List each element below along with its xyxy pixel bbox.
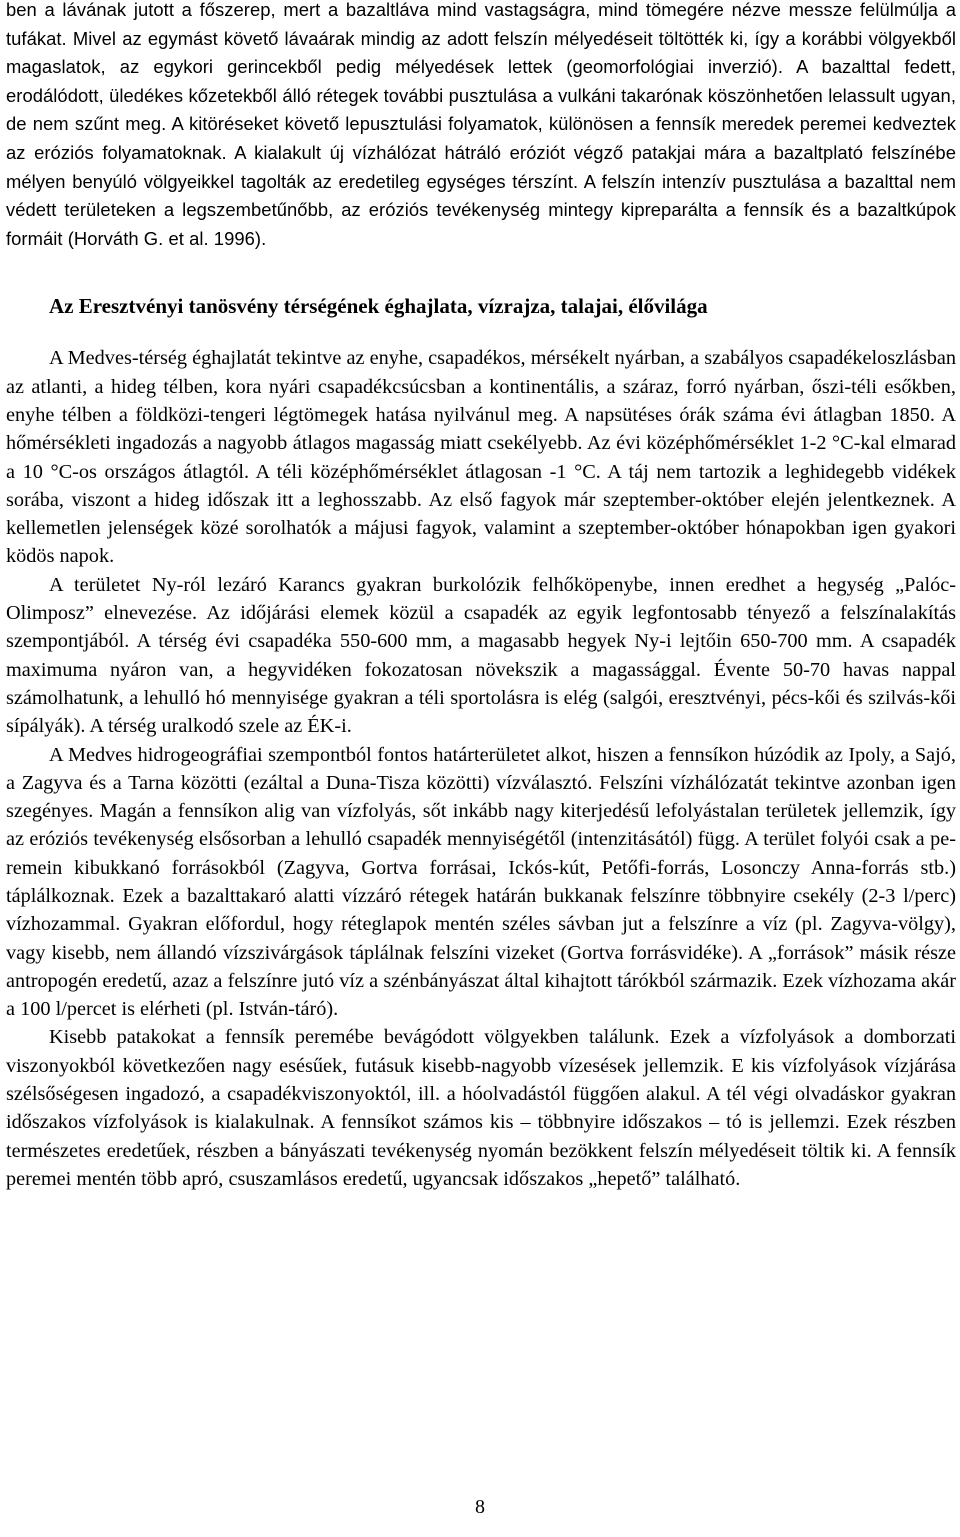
page-number: 8 xyxy=(475,1496,485,1518)
paragraph-precipitation: A területet Ny-ról lezáró Karancs gyakran burkolózik felhőköpenybe, innen eredhet a hegység „Palóc-Olimposz” elnevezése. Az időjárási elemek közül a csapadék az egyik legfontosabb tényező a felszínalakítás szempontjából. A térség évi csapadéka 550-600 mm, a magasabb hegyek Ny-i lejtőin 650-700 mm. A csapadék maximuma nyáron van, a hegyvidéken fokozatosan növekszik a magassággal. Évente 50-70 havas nappal számolhatunk, a lehulló hó mennyisége gyakran a téli sportolásra is elég (salgói, eresztvényi, pécs-kői és szilvás-kői sípályák). A térség uralkodó szele az ÉK-i. xyxy=(6,573,956,738)
paragraph-hydrogeography: A Medves hidrogeográfiai szempontból fontos határterületet alkot, hiszen a fennsíkon húzódik az Ipoly, a Sajó, a Zagyva és a Tarna közötti (ezáltal a Duna-Tisza közötti) vízválasztó. Felszíni vízhálózatát tekintve azonban igen szegényes. Magán a fennsíkon alig van vízfolyás, sőt inkább nagy kiterjedésű lefolyástalan területek jellemzik, így az eróziós tevékenység elsősorban a lehulló csapadék mennyiségétől (intenzitásától) függ. A terület folyói csak a peremein kibukkanó forrásokból (Zagyva, Gortva forrásai, Ickós-kút, Petőfi-forrás, Losonczy Anna-forrás stb.) táplálkoznak. Ezek a bazalttakaró alatti vízzáró rétegek határán bukkanak felszínre többnyire csekély (2-3 l/perc) vízhozammal. Gyakran előfordul, hogy réteglapok mentén széles sávban jut a felszínre a víz (pl. Zagyva-völgy), vagy kisebb, nem állandó vízszivárgások táplálnak felszíni vizeket (Gortva forrásvidéke). A „források” másik része antropogén eredetű, azaz a felszínre jutó víz a szénbányászat által kihajtott tárókból származik. Ezek vízhozama akár a 100 l/percet is elérheti (pl. István-táró). xyxy=(6,743,956,1021)
intro-paragraph: ben a lávának jutott a főszerep, mert a bazaltláva mind vastagságra, mind tömegére nézve messze felülmúlja a tufákat. Mivel az egymást követő lávaárak mindig az adott felszín mélyedéseit töltötték ki, így a korábbi völgyekből magaslatok, az egykori gerincekből pedig mélyedések lettek (geomorfológiai inverzió). A bazalttal fedett, erodálódott, üledékes kőzetekből álló rétegek további pusztulása a vulkáni takarónak köszönhetően lelassult ugyan, de nem szűnt meg. A kitöréseket követő lepusztulási folyamatok, különösen a fennsík meredek peremei kedveztek az eróziós folyamatoknak. A kialakult új vízhálózat hátráló eróziót végző patakjai mára a bazaltplató felszínébe mélyen benyúló völgyeikkel tagolták az eredetileg egységes térszínt. A felszín intenzív pusztulása a bazalttal nem védett területeken a legszembetűnőbb, az eróziós tevékenység mintegy kipreparálta a fennsík és a bazaltkúpok formáit (Horváth G. et al. 1996). xyxy=(6,0,956,249)
section-heading: Az Eresztvényi tanösvény térségének éghajlata, vízrajza, talajai, élővilága xyxy=(49,294,708,319)
document-page xyxy=(6,0,956,1193)
section-body xyxy=(6,344,956,1193)
paragraph-climate: A Medves-térség éghajlatát tekintve az enyhe, csapadékos, mérsékelt nyárban, a szabályos csapadékeloszlásban az atlanti, a hideg télben, kora nyári csapadékcsúcsban a kontinentális, a száraz, forró nyárban, őszi-téli esőkben, enyhe télben a földközi-tengeri légtömegek hatása nyilvánul meg. A napsütéses órák száma évi átlagban 1850. A hőmérsékleti ingadozás a nagyobb átlagos magasság miatt csekélyebb. Az évi középhőmérséklet 1-2 °C-kal elmarad a 10 °C-os országos átlagtól. A téli középhőmérséklet átlagosan -1 °C. A táj nem tartozik a leghidegebb vidékek sorába, viszont a hideg időszak itt a leghosszabb. Az első fagyok már szeptember-október elején jelentkeznek. A kellemetlen jelenségek közé sorolhatók a májusi fagyok, valamint a szeptember-október hónapokban igen gyakori ködös napok. xyxy=(6,347,956,568)
paragraph-streams-lakes: Kisebb patakokat a fennsík peremébe bevágódott völgyekben találunk. Ezek a vízfolyások a domborzati viszonyokból következően nagy esésűek, futásuk kisebb-nagyobb vízesések jellemzik. E kis vízfolyások vízjárása szélsőségesen ingadozó, a csapadékviszonyoktól, ill. a hóolvadástól függően alakul. A tél végi olvadáskor gyakran időszakos vízfolyások is kialakulnak. A fennsíkot számos kis – többnyire időszakos – tó is jellemzi. Ezek részben természetes eredetűek, részben a bányászati tevékenység nyomán bezökkent felszín mélyedéseit töltik ki. A fennsík peremei mentén több apró, csuszamlásos eredetű, ugyancsak időszakos „hepető” található. xyxy=(6,1026,956,1190)
